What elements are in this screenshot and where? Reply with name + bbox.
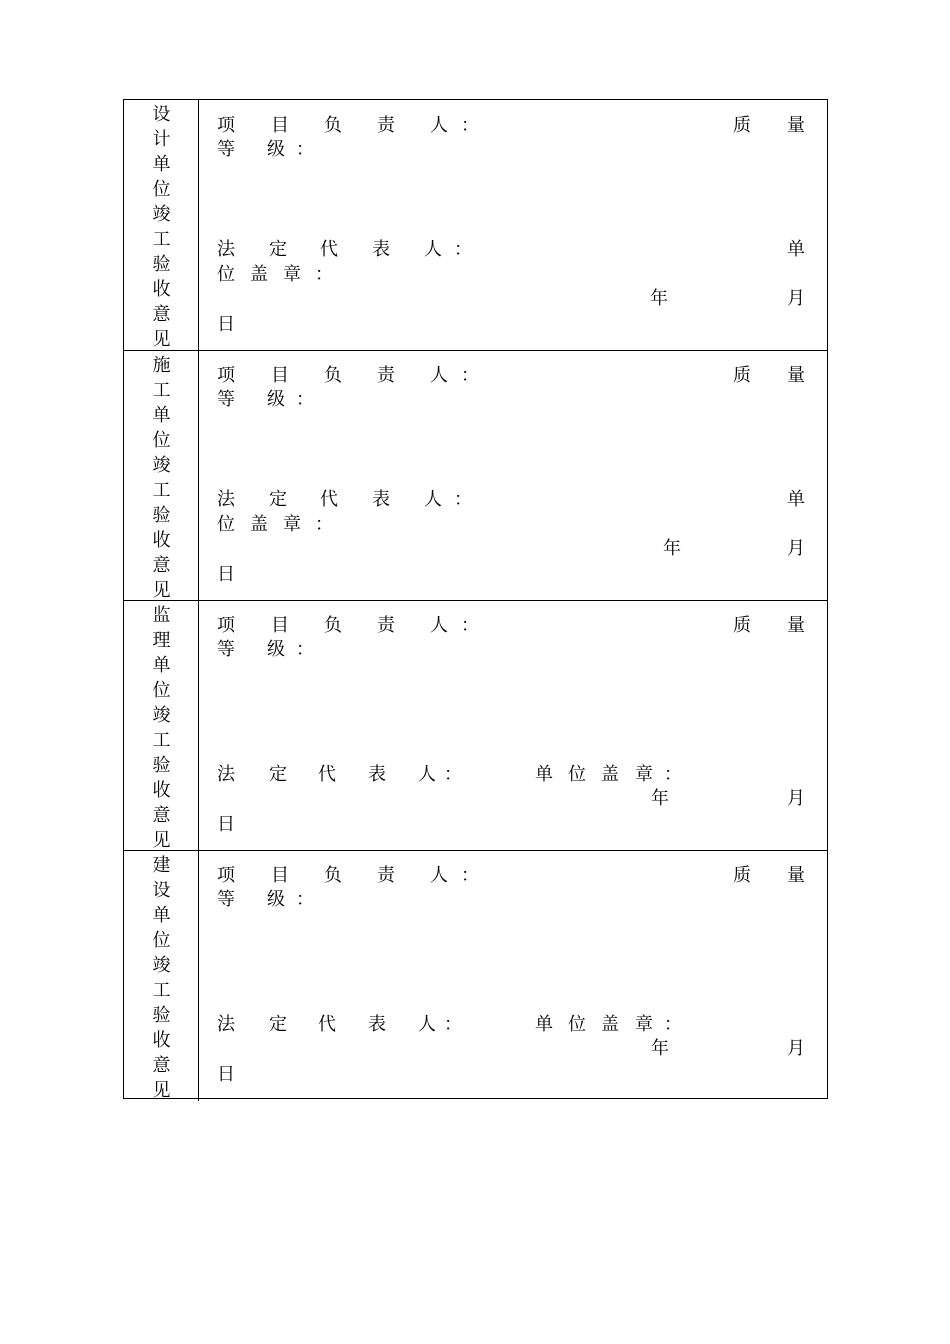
date-month-label: 月	[787, 288, 805, 309]
project-leader-label: 责	[377, 865, 395, 886]
project-leader-label: ：	[461, 865, 479, 886]
unit-seal-label: 盖	[601, 1014, 619, 1035]
legal-rep-label: 表	[372, 239, 390, 260]
project-leader-label: 目	[271, 365, 289, 386]
project-leader-label: 目	[271, 615, 289, 636]
quality-grade-label: ：	[296, 889, 314, 910]
row-label: 建 设 单 位 竣 工 验 收 意 见	[152, 855, 171, 1101]
date-month-label: 月	[787, 788, 805, 809]
legal-rep-label: 法	[217, 764, 235, 785]
row-label: 设 计 单 位 竣 工 验 收 意 见	[152, 104, 171, 350]
project-leader-label: 责	[377, 365, 395, 386]
date-month-label: 月	[787, 538, 805, 559]
design-unit-row	[124, 100, 827, 350]
owner-unit-row	[124, 850, 827, 1101]
date-year-label: 年	[651, 1038, 669, 1059]
legal-rep-label: 人	[418, 764, 436, 785]
project-leader-label: 目	[271, 865, 289, 886]
project-leader-label: 项	[217, 615, 235, 636]
quality-grade-label: 质	[733, 115, 751, 136]
quality-grade-label: 级	[267, 139, 285, 160]
quality-grade-label: 量	[787, 615, 805, 636]
date-day-label: 日	[217, 1064, 235, 1085]
legal-rep-label: 表	[372, 489, 390, 510]
project-leader-label: ：	[461, 365, 479, 386]
quality-grade-label: ：	[296, 139, 314, 160]
legal-rep-label: 表	[368, 1014, 386, 1035]
unit-seal-label: ：	[315, 514, 333, 535]
unit-seal-label: 位	[217, 514, 235, 535]
row-label-cell	[124, 351, 199, 601]
project-leader-label: 人	[430, 115, 448, 136]
project-leader-label: 责	[377, 615, 395, 636]
unit-seal-label: 位	[568, 1014, 586, 1035]
unit-seal-label: ：	[664, 1014, 682, 1035]
project-leader-label: 目	[271, 115, 289, 136]
legal-rep-label: 定	[269, 764, 287, 785]
unit-seal-label: ：	[315, 264, 333, 285]
project-leader-label: 负	[324, 615, 342, 636]
quality-grade-label: 等	[217, 139, 235, 160]
unit-seal-label: 章	[283, 264, 301, 285]
date-year-label: 年	[651, 788, 669, 809]
legal-rep-label: 代	[318, 764, 336, 785]
quality-grade-label: 等	[217, 389, 235, 410]
project-leader-label: 项	[217, 115, 235, 136]
quality-grade-label: 等	[217, 889, 235, 910]
legal-rep-label: 表	[368, 764, 386, 785]
row-label-cell	[124, 601, 199, 851]
unit-seal-label: 单	[535, 1014, 553, 1035]
legal-rep-label: ：	[444, 1014, 462, 1035]
unit-seal-label: 章	[635, 1014, 653, 1035]
date-month-label: 月	[787, 1038, 805, 1059]
quality-grade-label: 质	[733, 615, 751, 636]
legal-rep-label: ：	[454, 239, 472, 260]
unit-seal-label: 盖	[250, 514, 268, 535]
quality-grade-label: 等	[217, 639, 235, 660]
legal-rep-label: 人	[424, 239, 442, 260]
unit-seal-label: 位	[568, 764, 586, 785]
supervision-unit-row	[124, 600, 827, 851]
unit-seal-label: 盖	[601, 764, 619, 785]
project-leader-label: ：	[461, 615, 479, 636]
legal-rep-label: 定	[269, 239, 287, 260]
row-label: 施 工 单 位 竣 工 验 收 意 见	[152, 355, 171, 601]
unit-seal-label: 位	[217, 264, 235, 285]
legal-rep-label: 人	[418, 1014, 436, 1035]
unit-seal-label: 章	[635, 764, 653, 785]
unit-seal-label: 单	[535, 764, 553, 785]
quality-grade-label: 量	[787, 365, 805, 386]
project-leader-label: 项	[217, 865, 235, 886]
quality-grade-label: 量	[787, 115, 805, 136]
quality-grade-label: 质	[733, 865, 751, 886]
legal-rep-label: 代	[318, 1014, 336, 1035]
legal-rep-label: 代	[320, 239, 338, 260]
construction-unit-row	[124, 350, 827, 601]
date-day-label: 日	[217, 814, 235, 835]
project-leader-label: ：	[461, 115, 479, 136]
date-day-label: 日	[217, 314, 235, 335]
quality-grade-label: 级	[267, 639, 285, 660]
quality-grade-label: 级	[267, 889, 285, 910]
row-label: 监 理 单 位 竣 工 验 收 意 见	[152, 605, 171, 851]
acceptance-opinion-form	[123, 99, 828, 1099]
legal-rep-label: 人	[424, 489, 442, 510]
quality-grade-label: 质	[733, 365, 751, 386]
legal-rep-label: ：	[444, 764, 462, 785]
unit-seal-label: 盖	[250, 264, 268, 285]
legal-rep-label: 定	[269, 489, 287, 510]
legal-rep-label: 定	[269, 1014, 287, 1035]
quality-grade-label: 量	[787, 865, 805, 886]
project-leader-label: 人	[430, 365, 448, 386]
project-leader-label: 负	[324, 115, 342, 136]
project-leader-label: 人	[430, 865, 448, 886]
date-year-label: 年	[650, 288, 668, 309]
project-leader-label: 人	[430, 615, 448, 636]
unit-seal-label: 单	[787, 239, 805, 260]
legal-rep-label: 法	[217, 1014, 235, 1035]
legal-rep-label: 代	[320, 489, 338, 510]
row-label-cell	[124, 851, 199, 1101]
unit-seal-label: 章	[283, 514, 301, 535]
legal-rep-label: 法	[217, 489, 235, 510]
date-year-label: 年	[663, 538, 681, 559]
legal-rep-label: ：	[454, 489, 472, 510]
legal-rep-label: 法	[217, 239, 235, 260]
project-leader-label: 责	[377, 115, 395, 136]
unit-seal-label: ：	[664, 764, 682, 785]
date-day-label: 日	[217, 564, 235, 585]
project-leader-label: 负	[324, 365, 342, 386]
unit-seal-label: 单	[787, 489, 805, 510]
quality-grade-label: ：	[296, 389, 314, 410]
project-leader-label: 项	[217, 365, 235, 386]
row-label-cell	[124, 100, 199, 350]
project-leader-label: 负	[324, 865, 342, 886]
quality-grade-label: ：	[296, 639, 314, 660]
quality-grade-label: 级	[267, 389, 285, 410]
